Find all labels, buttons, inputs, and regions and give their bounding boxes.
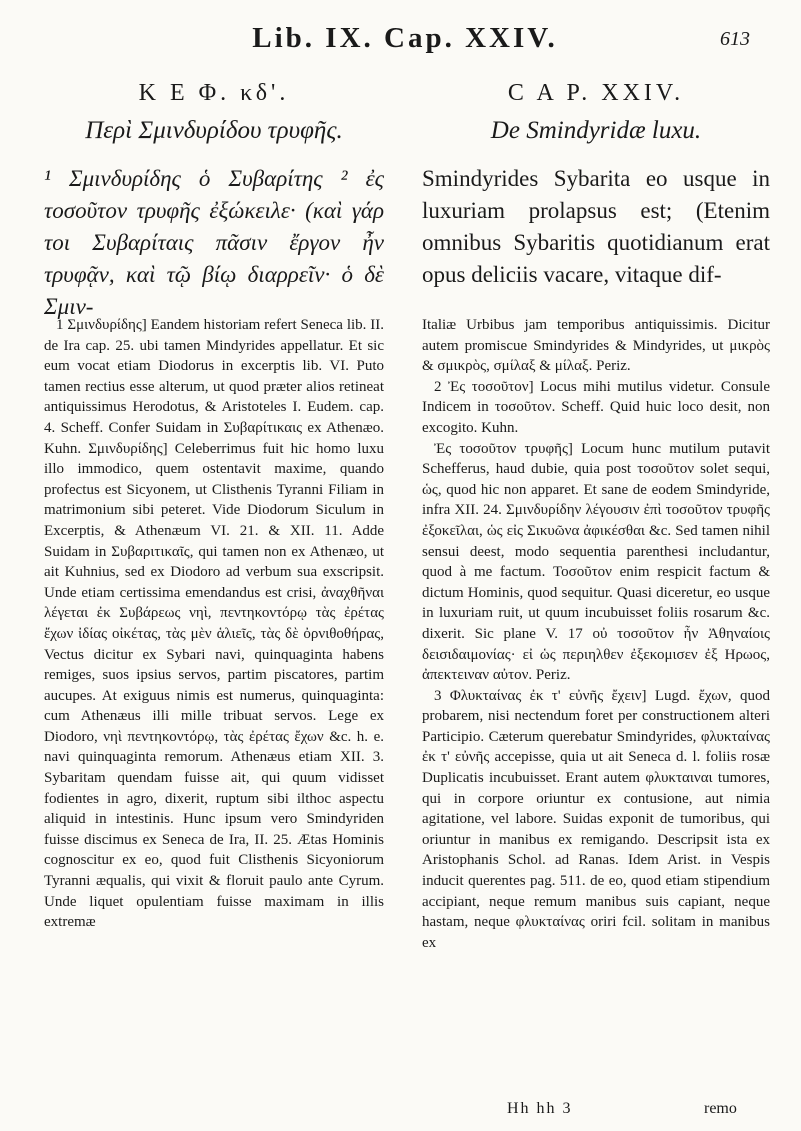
greek-chapter-head: Κ Ε Φ. κδ'. [138, 80, 290, 106]
latin-chapter-title: De Smindyridæ luxu. [490, 117, 702, 144]
latin-chapter-head: C A P. XXIV. [507, 80, 685, 106]
note-paragraph: 2 Ἐς τοσοῦτον] Locus mihi mutilus videtur. Consule Indicem in τοσοῦτον. Scheff. Quid huic loco desit, non excogito. Kuhn. [422, 378, 770, 436]
greek-body-text: ¹ Σμινδυρίδης ὁ Συβαρίτης ² ἐς τοσοῦτον τρυφῆς ἐξώκειλε· (καὶ γάρ τοι Συβαρίταις πᾶσιν ἔργον ἦν τρυφᾷν, καὶ τῷ βίῳ διαρρεῖν· ὁ δὲ Σμιν- [44, 166, 384, 319]
running-head-title: Lib. IX. Cap. XXIV. [252, 22, 558, 54]
greek-column [44, 80, 384, 323]
latin-column [422, 80, 770, 291]
signature-mark: Hh hh 3 [507, 1100, 573, 1117]
note-paragraph: 1 Σμινδυρίδης] Eandem historiam refert Seneca lib. II. de Ira cap. 25. ubi tamen Mindyrides appellatur. Et sic eum vocat etiam Diodorus in excerptis lib. VI. Puto tamen rectius esse alterum, ut quod præter alios retineat antiquissimus Herodotus, & Aristoteles I. Eudem. cap. 4. Scheff. Confer Suidam in Συβαρίτικαις ex Athenæo. Kuhn. Σμινδυρίδης] Celeberrimus fuit hic homo luxu illo immodico, quem ostentavit maxime, quando profectus est Sicyonem, ut Clisthenis Tyranni Filiam in matrimonium sibi peteret. Vide Diodorum Siculum in Excerptis, & Athenæum VI. 21. & XII. 11. Adde Suidam in Συβαριτικαῖς, qui tamen non ex Athenæo, ut ait Kuhnius, sed ex Diodoro ad verbum sua exscripsit. Unde etiam certissima emendandus est crisi, ἀναχθῆναι λέγεται ἐκ Συβάρεως νηὶ, πεντηκοντόρῳ τὰς ἐρέτας ἔχων ἰδίας οἰκέτας, τὰς μὲν ἁλιεῖς, τὰς δὲ ὀρνιθοθήρας, Vectus dicitur ex Sybari navi, quinquaginta habens remiges, suos ipsius servos, partim piscatores, partim aucupes. At exiguus nimis est numerus, quinquaginta: cum Athenæus illi mille tribuat servos. Lege ex Diodoro, νηὶ πεντηκοντόρῳ, τὰς ἐρέτας ἔχων &c. h. e. navi quinquaginta remorum. Athenæus etiam XII. 3. Sybaritam quendam fuisse ait, qui quum vidisset fodientes in agro, dixerit, ruptum sibi ilthoc aspectu aliquid in intestinis. Hunc ipsum vero Smindyriden fuisse discimus ex Seneca de Ira, II. 25. Ætas Hominis cognoscitur ex eo, quod fuit Clisthenis Sicyoniorum Tyranni æqualis, qui vixit & floruit paulo ante Cyrum. Unde liquet opulentiam fuisse maximam in illis extremæ [44, 317, 384, 931]
note-paragraph: Ἐς τοσοῦτον τρυφῆς] Locum hunc mutilum putavit Schefferus, haud dubie, quia post τοσοῦτον solet sequi, ὡς, quod hic non apparet. Et sane de eodem Smindyride, infra XII. 24. Σμινδυρίδην λέγουσιν ἐπὶ τοσοῦτον τρυφῆς ἐξοκεῖλαι, ὡς εἰς Σικυῶνα ἀφικέσθαι &c. Sed tamen nihil sensui deest, modo sequentia parenthesi includantur, quod à me factum. Τοσοῦτον enim respicit factum & dictum Hominis, quod sequitur. Quasi diceretur, eo usque in luxuriam ruit, ut quum incubuisset foliis rosarum &c. dixerit. Sic plane V. 17 οὐ τοσοῦτον ἦν Ἀθηναίοις δεισιδαιμονίας· εἰ ὡς περιηλθεν ἐξεκομισεν ἐξ Ηρωος, ἀπεκτειναν αὐτον. Periz. [422, 440, 770, 684]
running-head [60, 22, 750, 58]
notes-right-column [422, 315, 770, 953]
latin-body-text: Smindyrides Sybarita eo usque in luxuriam prolapsus est; (Etenim omnibus Sybaritis quotidianum erat opus deliciis vacare, vitaque dif- [422, 166, 770, 287]
catchword: remo [704, 1100, 737, 1117]
greek-chapter-title: Περὶ Σμινδυρίδου τρυφῆς. [85, 117, 343, 144]
page-number: 613 [720, 28, 750, 50]
note-paragraph: Italiæ Urbibus jam temporibus antiquissimis. Dicitur autem promiscue Smindyrides & Mindyrides, ut μικρὸς & σμικρὸς, σμίλαξ & μίλαξ. Periz. [422, 317, 770, 375]
notes-left-column [44, 315, 384, 933]
note-paragraph: 3 Φλυκταίνας ἐκ τ' εὐνῆς ἔχειν] Lugd. ἔχων, quod probarem, nisi nectendum foret per constructionem alteri Participio. Cæterum querebatur Smindyrides, φλυκταίνας ἐκ τ' εὐνῆς accepisse, quia ut ait Seneca d. l. foliis rosæ Duplicatis incubuisset. Erant autem φλυκταιναι tumores, qui in corpore oriuntur ex contusione, aut nimia agitatione, vel labore. Suidas exponit de tumoribus, qui oriuntur in manibus ex remigando. Descripsit ista ex Aristophanis Schol. ad Ranas. Idem Arist. in Vespis inducit querentes pag. 511. de eo, quod etiam stipendium accipiant, neque remum manibus suis capiant, neque hastam, neque φλυκταίνας oriri fcil. solitam in manibus ex [422, 687, 770, 951]
